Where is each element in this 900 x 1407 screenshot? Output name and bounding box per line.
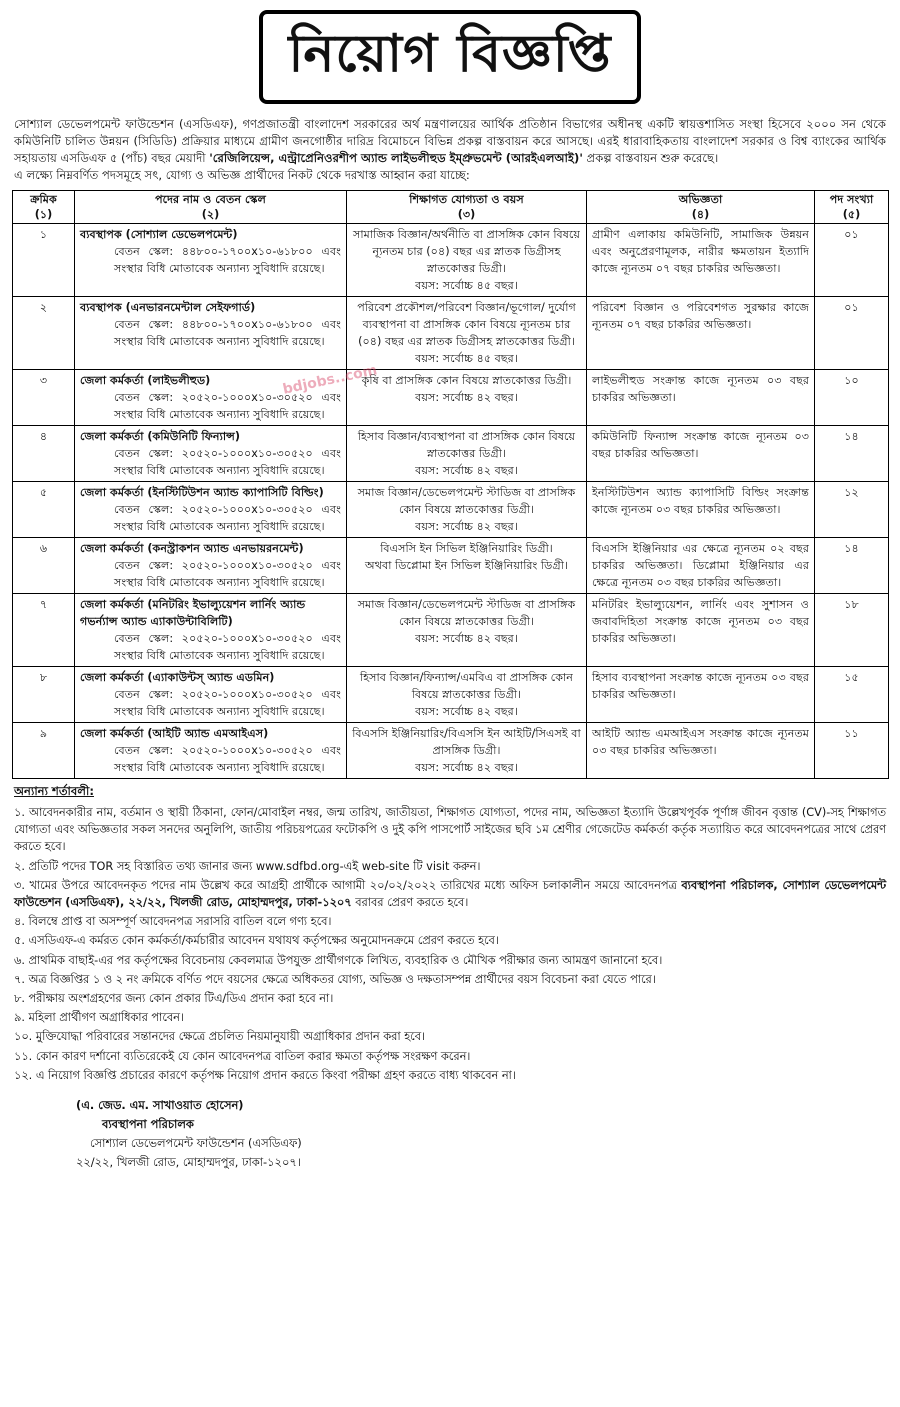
post-name: জেলা কর্মকর্তা (কমিউনিটি ফিন্যান্স) [80, 430, 241, 443]
pay-scale: বেতন স্কেল: ২০৫২০-১০০০x১০-৩০৫২০ এবং সংস্থার বিধি মোতাবেক অন্যান্য সুবিধাদি রয়েছে। [114, 744, 341, 774]
education-cell [347, 538, 587, 594]
signature-block [76, 1096, 888, 1172]
watermark: bdjobs..com [281, 362, 379, 398]
condition-item: ১. আবেদনকারীর নাম, বর্তমান ও স্থায়ী ঠিকানা, ফোন/মোবাইল নম্বর, জন্ম তারিখ, জাতীয়তা, শিক্ষাগত যোগ্যতা, পদের নাম, অভিজ্ঞতা ইত্যাদি উল্লেখপূর্বক পূর্ণাঙ্গ জীবন বৃত্তান্ত (CV)-সহ শিক্ষাগত যোগ্যতা এবং অভিজ্ঞতার সকল সনদের অনুলিপি, জাতীয় পরিচয়পত্রের ফটোকপি ও দুই কপি পাসপোর্ট সাইজের ছবি ১ম শ্রেণীর গেজেটেড কর্মকর্তা কর্তৃক সত্যায়িত করে আবেদনপত্রের সাথে প্রেরণ করতে হবে। [14, 806, 886, 854]
serial-cell: ৭ [13, 594, 75, 667]
post-count-cell: ১২ [815, 482, 889, 538]
intro-text-end: প্রকল্প বাস্তবায়ন শুরু করেছে। [582, 151, 719, 165]
pay-scale: বেতন স্কেল: ২০৫২০-১০০০x১০-৩০৫২০ এবং সংস্থার বিধি মোতাবেক অন্যান্য সুবিধাদি রয়েছে। [114, 391, 341, 421]
project-name: 'রেজিলিয়েন্স, এন্ট্রাপ্রেনিওরশীপ অ্যান্ড লাইভলীহুড ইম্প্রুভমেন্ট (আরইএলআই)' [209, 151, 583, 165]
table-header-row [13, 191, 889, 224]
post-name: জেলা কর্মকর্তা (মনিটরিং ইভাল্যুয়েশন লার্নিং অ্যান্ড গভর্ন্যান্স অ্যান্ড এ্যাকাউন্টাবিলিটি) [80, 598, 306, 628]
experience-cell: গ্রামীণ এলাকায় কমিউনিটি, সামাজিক উন্নয়ন এবং অনুপ্রেরণামূলক, নারীর ক্ষমতায়ন ইত্যাদি কাজে ন্যূনতম ০৭ বছর চাকরির অভিজ্ঞতা। [587, 224, 815, 297]
age-text: বয়স: সর্বোচ্চ ৪২ বছর। [415, 520, 518, 533]
pay-scale: বেতন স্কেল: ২০৫২০-১০০০x১০-৩০৫২০ এবং সংস্থার বিধি মোতাবেক অন্যান্য সুবিধাদি রয়েছে। [114, 559, 341, 589]
education-cell [347, 482, 587, 538]
table-row [13, 426, 889, 482]
education-cell [347, 297, 587, 370]
post-cell [75, 297, 347, 370]
experience-cell: পরিবেশ বিজ্ঞান ও পরিবেশগত সুরক্ষার কাজে ন্যূনতম ০৭ বছর চাকরির অভিজ্ঞতা। [587, 297, 815, 370]
serial-cell: ৯ [13, 723, 75, 779]
education-text: হিসাব বিজ্ঞান/ব্যবস্থাপনা বা প্রাসঙ্গিক কোন বিষয়ে স্নাতকোত্তর ডিগ্রী। [357, 430, 576, 460]
condition-item: ৯. মহিলা প্রার্থীগণ অগ্রাধিকার পাবেন। [14, 1011, 184, 1025]
education-cell [347, 224, 587, 297]
serial-cell: ৪ [13, 426, 75, 482]
intro-text: সোশ্যাল ডেভেলপমেন্ট ফাউন্ডেশন (এসডিএফ), গণপ্রজাতন্ত্রী বাংলাদেশ সরকারের অর্থ মন্ত্রণালয়ের আর্থিক প্রতিষ্ঠান বিভাগের অধীনস্থ একটি স্বায়ত্তশাসিত সংস্থা হিসেবে ২০০০ সন থেকে কমিউনিটি চালিত উন্নয়ন (সিডিডি) প্রক্রিয়ার মাধ্যমে গ্রামীণ জনগোষ্ঠীর দারিদ্র বিমোচনে বিভিন্ন প্রকল্প বাস্তবায়ন করে আসছে। এরই ধারাবাহিকতায় বাংলাদেশ সরকার ও বিশ্ব ব্যাংকের আর্থিক সহায়তায় এসডিএফ ৫ (পাঁচ) বছর মেয়াদী [14, 117, 886, 165]
page-title: নিয়োগ বিজ্ঞপ্তি [259, 10, 642, 104]
signatory-organization: সোশ্যাল ডেভেলপমেন্ট ফাউন্ডেশন (এসডিএফ) [90, 1136, 302, 1151]
education-text: হিসাব বিজ্ঞান/ফিন্যান্স/এমবিএ বা প্রাসঙ্গিক কোন বিষয়ে স্নাতকোত্তর ডিগ্রী। [360, 671, 573, 701]
post-cell [75, 370, 347, 426]
condition-item: ২. প্রতিটি পদের TOR সহ বিস্তারিত তথ্য জানার জন্য www.sdfbd.org-এই web-site টি visit করুন। [14, 859, 481, 873]
experience-cell: বিএসসি ইঞ্জিনিয়ার এর ক্ষেত্রে ন্যূনতম ০২ বছর চাকরির অভিজ্ঞতা। ডিপ্লোমা ইঞ্জিনিয়ার এর ক্ষেত্রে ন্যূনতম ০৩ বছর চাকরির অভিজ্ঞতা। [587, 538, 815, 594]
table-row [13, 297, 889, 370]
post-count-cell: ১০ [815, 370, 889, 426]
post-cell [75, 538, 347, 594]
education-text: সমাজ বিজ্ঞান/ডেভেলপমেন্ট স্টাডিজ বা প্রাসঙ্গিক কোন বিষয়ে স্নাতকোত্তর ডিগ্রী। [357, 598, 576, 628]
serial-cell: ৫ [13, 482, 75, 538]
pay-scale: বেতন স্কেল: ২০৫২০-১০০০x১০-৩০৫২০ এবং সংস্থার বিধি মোতাবেক অন্যান্য সুবিধাদি রয়েছে। [114, 503, 341, 533]
table-row [13, 224, 889, 297]
post-cell [75, 667, 347, 723]
pay-scale: বেতন স্কেল: ২০৫২০-১০০০x১০-৩০৫২০ এবং সংস্থার বিধি মোতাবেক অন্যান্য সুবিধাদি রয়েছে। [114, 688, 341, 718]
experience-cell: আইটি অ্যান্ড এমআইএস সংক্রান্ত কাজে ন্যূনতম ০৩ বছর চাকরির অভিজ্ঞতা। [587, 723, 815, 779]
pay-scale: বেতন স্কেল: ৪৪৮০০-১৭০০x১০-৬১৮০০ এবং সংস্থার বিধি মোতাবেক অন্যান্য সুবিধাদি রয়েছে। [114, 318, 341, 348]
jobs-table-body [13, 224, 889, 779]
condition-address: ব্যবস্থাপনা পরিচালক, সোশ্যাল ডেভেলপমেন্ট ফাউন্ডেশন (এসডিএফ), ২২/২২, খিলজী রোড, মোহাম্মদপুর, ঢাকা-১২০৭ [14, 878, 886, 910]
table-row [13, 538, 889, 594]
post-cell [75, 224, 347, 297]
conditions-list [14, 804, 886, 1084]
table-row [13, 370, 889, 426]
condition-item: ৫. এসডিএফ-এ কর্মরত কোন কর্মকর্তা/কর্মচারীর আবেদন যথাযথ কর্তৃপক্ষের অনুমোদনক্রমে প্রেরণ করতে হবে। [14, 934, 499, 948]
post-cell [75, 723, 347, 779]
age-text: বয়স: সর্বোচ্চ ৪৫ বছর। [415, 279, 518, 292]
table-row [13, 723, 889, 779]
post-name: জেলা কর্মকর্তা (লাইভলীহুড) [80, 374, 211, 387]
table-row [13, 482, 889, 538]
condition-text-end: বরাবর প্রেরণ করতে হবে। [351, 896, 469, 910]
header-cell-post: পদের নাম ও বেতন স্কেল (২) [75, 191, 347, 224]
serial-cell: ৩ [13, 370, 75, 426]
post-name: জেলা কর্মকর্তা (এ্যাকাউন্টস্ অ্যান্ড এডমিন) [80, 671, 275, 684]
age-text: বয়স: সর্বোচ্চ ৪২ বছর। [415, 761, 518, 774]
header-cell-serial: ক্রমিক (১) [13, 191, 75, 224]
post-name: ব্যবস্থাপক (এনভারনমেন্টাল সেইফগার্ড) [80, 301, 256, 314]
header-cell-experience: অভিজ্ঞতা (৪) [587, 191, 815, 224]
experience-cell: লাইভলীহুড সংক্রান্ত কাজে ন্যূনতম ০৩ বছর চাকরির অভিজ্ঞতা। [587, 370, 815, 426]
serial-cell: ৬ [13, 538, 75, 594]
post-name: ব্যবস্থাপক (সোশ্যাল ডেভেলপমেন্ট) [80, 228, 238, 241]
intro-invitation: এ লক্ষ্যে নিম্নবর্ণিত পদসমূহে সৎ, যোগ্য ও অভিজ্ঞ প্রার্থীদের নিকট থেকে দরখাস্ত আহ্বান করা যাচ্ছে: [14, 168, 470, 182]
experience-cell: ইনস্টিটিউশন অ্যান্ড ক্যাপাসিটি বিল্ডিং সংক্রান্ত কাজে ন্যূনতম ০৩ বছর চাকরির অভিজ্ঞতা। [587, 482, 815, 538]
pay-scale: বেতন স্কেল: ৪৪৮০০-১৭০০x১০-৬১৮০০ এবং সংস্থার বিধি মোতাবেক অন্যান্য সুবিধাদি রয়েছে। [114, 245, 341, 275]
serial-cell: ১ [13, 224, 75, 297]
condition-item: ৪. বিলম্বে প্রাপ্ত বা অসম্পূর্ণ আবেদনপত্র সরাসরি বাতিল বলে গণ্য হবে। [14, 915, 332, 929]
post-count-cell: ০১ [815, 224, 889, 297]
conditions-title: অন্যান্য শর্তাবলী: [14, 784, 94, 798]
experience-cell: কমিউনিটি ফিন্যান্স সংক্রান্ত কাজে ন্যূনতম ০৩ বছর চাকরির অভিজ্ঞতা। [587, 426, 815, 482]
post-name: জেলা কর্মকর্তা (ইনস্টিটিউশন অ্যান্ড ক্যাপাসিটি বিল্ডিং) [80, 486, 324, 499]
post-count-cell: ০১ [815, 297, 889, 370]
education-cell [347, 723, 587, 779]
education-cell [347, 667, 587, 723]
experience-cell: হিসাব ব্যবস্থাপনা সংক্রান্ত কাজে ন্যূনতম ০৩ বছর চাকরির অভিজ্ঞতা। [587, 667, 815, 723]
education-cell [347, 594, 587, 667]
signatory-designation: ব্যবস্থাপনা পরিচালক [102, 1117, 194, 1132]
age-text: বয়স: সর্বোচ্চ ৪২ বছর। [415, 464, 518, 477]
age-text: বয়স: সর্বোচ্চ ৪২ বছর। [415, 632, 518, 645]
signatory-address: ২২/২২, খিলজী রোড, মোহাম্মদপুর, ঢাকা-১২০৭। [76, 1155, 301, 1170]
education-text: পরিবেশ প্রকৌশল/পরিবেশ বিজ্ঞান/ভূগোল/ দুর্যোগ ব্যবস্থাপনা বা প্রাসঙ্গিক কোন বিষয়ে ন্যূনতম চার (০৪) বছর এর স্নাতক ডিগ্রীসহ স্নাতকোত্তর ডিগ্রী। [357, 301, 576, 348]
table-row [13, 594, 889, 667]
age-text: বয়স: সর্বোচ্চ ৪৫ বছর। [415, 352, 518, 365]
condition-text: ৩. খামের উপরে আবেদনকৃত পদের নাম উল্লেখ করে আগ্রহী প্রার্থীকে আগামী ২০/০২/২০২২ তারিখের মধ্যে অফিস চলাকালীন সময়ে আবেদনপত্র [14, 878, 682, 892]
education-cell [347, 426, 587, 482]
post-cell [75, 594, 347, 667]
signatory-name: (এ. জেড. এম. সাখাওয়াত হোসেন) [76, 1098, 244, 1113]
education-text: বিএসসি ইঞ্জিনিয়ারিং/বিএসসি ইন আইটি/সিএসই বা প্রাসঙ্গিক ডিগ্রী। [352, 727, 581, 757]
education-text: সামাজিক বিজ্ঞান/অর্থনীতি বা প্রাসঙ্গিক কোন বিষয়ে ন্যূনতম চার (০৪) বছর এর স্নাতক ডিগ্রীসহ স্নাতকোত্তর ডিগ্রী। [352, 228, 580, 275]
condition-item: ১১. কোন কারণ দর্শানো ব্যতিরেকেই যে কোন আবেদনপত্র বাতিল করার ক্ষমতা কর্তৃপক্ষ সংরক্ষণ করেন। [14, 1049, 471, 1063]
age-text: বয়স: সর্বোচ্চ ৪২ বছর। [415, 705, 518, 718]
condition-item: ৭. অত্র বিজ্ঞপ্তির ১ ও ২ নং ক্রমিকে বর্ণিত পদে বয়সের ক্ষেত্রে অধিকতর যোগ্য, অভিজ্ঞ ও দক্ষতাসম্পন্ন প্রার্থীদের বয়স বিবেচনা করা যেতে পারে। [14, 972, 656, 986]
post-name: জেলা কর্মকর্তা (কনস্ট্রাকশন অ্যান্ড এনভায়রনমেন্ট) [80, 542, 304, 555]
title-wrap [12, 0, 888, 104]
post-count-cell: ১৮ [815, 594, 889, 667]
header-cell-count: পদ সংখ্যা (৫) [815, 191, 889, 224]
condition-item: ১০. মুক্তিযোদ্ধা পরিবারের সন্তানদের ক্ষেত্রে প্রচলিত নিয়মানুযায়ী অগ্রাধিকার প্রদান করা হবে। [14, 1030, 426, 1044]
condition-item: ১২. এ নিয়োগ বিজ্ঞপ্তি প্রচারের কারণে কর্তৃপক্ষ নিয়োগ প্রদান করতে কিংবা পরীক্ষা গ্রহণ করতে বাধ্য থাকবেন না। [14, 1068, 516, 1082]
post-count-cell: ১১ [815, 723, 889, 779]
education-text: সমাজ বিজ্ঞান/ডেভেলপমেন্ট স্টাডিজ বা প্রাসঙ্গিক কোন বিষয়ে স্নাতকোত্তর ডিগ্রী। [357, 486, 576, 516]
serial-cell: ২ [13, 297, 75, 370]
intro-paragraph [14, 116, 886, 184]
condition-item [14, 877, 886, 911]
table-row [13, 667, 889, 723]
post-count-cell: ১৪ [815, 426, 889, 482]
education-text: বিএসসি ইন সিভিল ইঞ্জিনিয়ারিং ডিগ্রী। [380, 542, 553, 555]
age-text: বয়স: সর্বোচ্চ ৪২ বছর। [415, 391, 518, 404]
condition-item: ৬. প্রাথমিক বাছাই-এর পর কর্তৃপক্ষের বিবেচনায় কেবলমাত্র উপযুক্ত প্রার্থীগণকে লিখিত, ব্যবহারিক ও মৌখিক পরীক্ষার জন্য আমন্ত্রণ জানানো হবে। [14, 953, 663, 967]
serial-cell: ৮ [13, 667, 75, 723]
post-cell [75, 426, 347, 482]
header-cell-education: শিক্ষাগত যোগ্যতা ও বয়স (৩) [347, 191, 587, 224]
post-count-cell: ১৪ [815, 538, 889, 594]
pay-scale: বেতন স্কেল: ২০৫২০-১০০০x১০-৩০৫২০ এবং সংস্থার বিধি মোতাবেক অন্যান্য সুবিধাদি রয়েছে। [114, 447, 341, 477]
age-text: অথবা ডিপ্লোমা ইন সিভিল ইঞ্জিনিয়ারিং ডিগ্রী। [365, 559, 568, 572]
post-count-cell: ১৫ [815, 667, 889, 723]
education-cell [347, 370, 587, 426]
post-name: জেলা কর্মকর্তা (আইটি অ্যান্ড এমআইএস) [80, 727, 269, 740]
condition-item: ৮. পরীক্ষায় অংশগ্রহণের জন্য কোন প্রকার টিএ/ডিএ প্রদান করা হবে না। [14, 992, 334, 1006]
experience-cell: মনিটরিং ইভাল্যুয়েশন, লার্নিং এবং সুশাসন ও জবাবদিহিতা সংক্রান্ত কাজে ন্যূনতম ০৩ বছর চাকরির অভিজ্ঞতা। [587, 594, 815, 667]
post-cell [75, 482, 347, 538]
pay-scale: বেতন স্কেল: ২০৫২০-১০০০x১০-৩০৫২০ এবং সংস্থার বিধি মোতাবেক অন্যান্য সুবিধাদি রয়েছে। [114, 632, 341, 662]
jobs-table [12, 190, 889, 779]
education-text: কৃষি বা প্রাসঙ্গিক কোন বিষয়ে স্নাতকোত্তর ডিগ্রী। [361, 374, 572, 387]
